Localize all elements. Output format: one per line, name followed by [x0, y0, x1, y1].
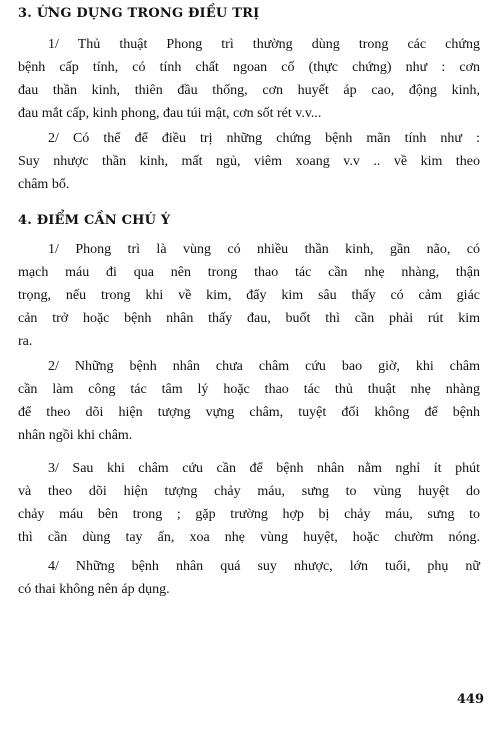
- text-line: có thai không nên áp dụng.: [18, 582, 170, 597]
- text-line: đau mắt cấp, kinh phong, đau túi mật, cơn sốt rét v.v...: [18, 106, 322, 121]
- text-line: 1/ Thủ thuật Phong trì thường dùng trong các chứng: [48, 37, 480, 52]
- page-number: 449: [456, 692, 484, 707]
- text-line: thì cần dùng tay ấn, xoa nhẹ vùng huyệt, hoặc chườm nóng.: [18, 530, 480, 545]
- text-line: để theo dõi hiện tượng vựng châm, tuyệt đối không để bệnh: [18, 405, 480, 420]
- text-line: cản trở hoặc bệnh nhân thấy đau, buốt thì cần phải rút kim: [18, 311, 480, 326]
- text-line: và theo dõi hiện tượng chảy máu, sưng to vùng huyệt do: [18, 484, 480, 499]
- text-line: châm bổ.: [18, 177, 70, 192]
- text-line: 3/ Sau khi châm cứu cần để bệnh nhân nằm nghỉ ít phút: [48, 461, 480, 476]
- text-line: Suy nhược thần kinh, mất ngủ, viêm xoang v.v .. về kim theo: [18, 154, 480, 169]
- text-line: đau thần kinh, thiên đầu thống, cơn huyết áp cao, động kinh,: [18, 83, 480, 98]
- text-line: 4/ Những bệnh nhân quá suy nhược, lớn tuổi, phụ nữ: [48, 559, 480, 574]
- text-line: trọng, nếu trong khi về kim, đẩy kim sâu thấy có cảm giác: [18, 288, 480, 303]
- text-line: 1/ Phong trì là vùng có nhiều thần kinh, gần não, có: [48, 242, 480, 257]
- section-4-heading: 4. ĐIỂM CẦN CHÚ Ý: [18, 213, 171, 228]
- text-line: mạch máu đi qua nên trong thao tác cần nhẹ nhàng, thận: [18, 265, 480, 280]
- text-line: bệnh cấp tính, có tính chất ngoan cố (thực chứng) như : cơn: [18, 60, 480, 75]
- text-line: 2/ Có thể để điều trị những chứng bệnh mãn tính như :: [48, 131, 480, 146]
- text-line: chảy máu bên trong ; gặp trường hợp bị chảy máu, sưng to: [18, 507, 480, 522]
- text-line: nhân ngồi khi châm.: [18, 428, 133, 443]
- section-3-heading: 3. ỨNG DỤNG TRONG ĐIỀU TRỊ: [18, 6, 260, 21]
- text-line: 2/ Những bệnh nhân chưa châm cứu bao giờ, khi châm: [48, 359, 480, 374]
- text-line: ra.: [18, 334, 33, 349]
- text-line: cần làm công tác tâm lý hoặc thao tác thủ thuật nhẹ nhàng: [18, 382, 480, 397]
